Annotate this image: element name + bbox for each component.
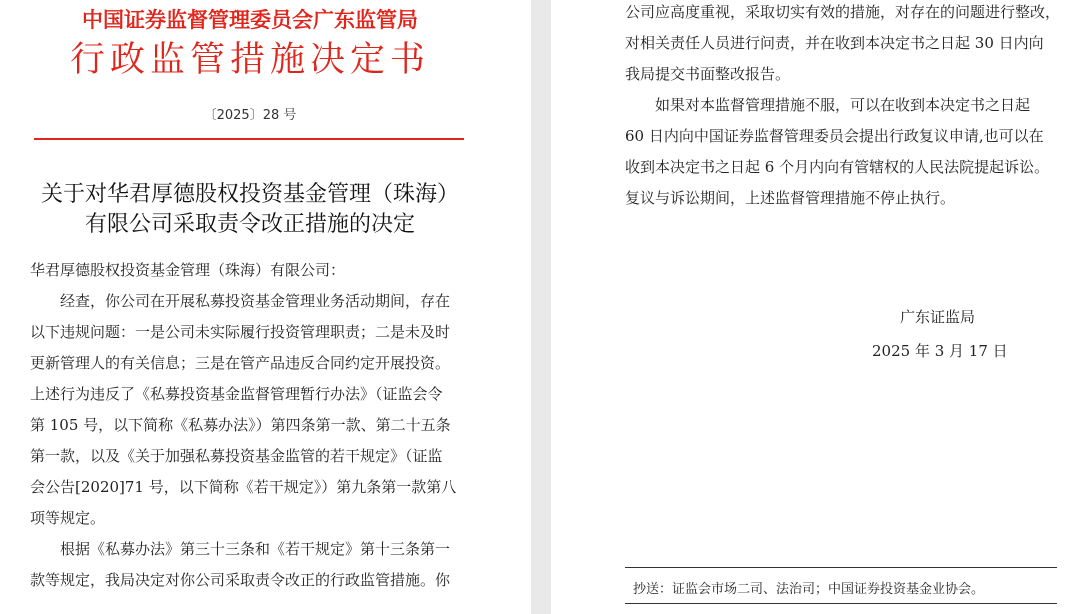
body-line: 更新管理人的有关信息；三是在管产品违反合同约定开展投资。	[30, 354, 451, 372]
body-line: 上述行为违反了《私募投资基金监督管理暂行办法》（证监会令	[30, 385, 443, 403]
body-line: 项等规定。	[30, 509, 106, 527]
left-page	[0, 0, 531, 614]
document-type-heading: 行政监管措施决定书	[69, 40, 430, 80]
body-line: 复议与诉讼期间，上述监督管理措施不停止执行。	[625, 189, 956, 207]
title-line: 有限公司采取责令改正措施的决定	[84, 212, 415, 237]
body-line: 第一款，以及《关于加强私募投资基金监管的若干规定》（证监	[30, 447, 443, 465]
body-line: 如果对本监督管理措施不服，可以在收到本决定书之日起	[655, 96, 1031, 114]
body-line: 经查，你公司在开展私募投资基金管理业务活动期间，存在	[60, 292, 451, 310]
footer-divider-top	[625, 567, 1057, 568]
signature-authority: 广东证监局	[900, 308, 976, 326]
document-number: 〔2025〕28 号	[203, 108, 297, 123]
body-line: 收到本决定书之日起 6 个月内向有管辖权的人民法院提起诉讼。	[625, 158, 1050, 176]
body-line: 以下违规问题：一是公司未实际履行投资管理职责；二是未及时	[30, 323, 451, 341]
body-line: 会公告[2020]71 号，以下简称《若干规定》）第九条第一款第八	[30, 478, 457, 496]
right-page	[551, 0, 1080, 614]
document-title	[0, 180, 500, 240]
footer-divider-bottom	[625, 603, 1057, 604]
issuing-authority: 中国证券监督管理委员会广东监管局	[82, 7, 418, 32]
signature-date: 2025 年 3 月 17 日	[872, 342, 1008, 360]
body-line: 60 日内向中国证券监督管理委员会提出行政复议申请,也可以在	[625, 127, 1044, 145]
cc-recipients: 抄送：证监会市场二司、法治司；中国证券投资基金业协会。	[633, 582, 985, 597]
addressee-line: 华君厚德股权投资基金管理（珠海）有限公司：	[30, 261, 346, 279]
body-line: 根据《私募办法》第三十三条和《若干规定》第十三条第一	[60, 540, 451, 558]
title-line: 关于对华君厚德股权投资基金管理（珠海）	[40, 182, 459, 207]
body-line: 对相关责任人员进行问责，并在收到本决定书之日起 30 日内向	[625, 34, 1044, 52]
body-line: 款等规定，我局决定对你公司采取责令改正的行政监管措施。你	[30, 571, 451, 589]
body-line: 第 105 号，以下简称《私募办法》）第四条第一款、第二十五条	[30, 416, 451, 434]
body-line: 我局提交书面整改报告。	[625, 65, 791, 83]
body-line: 公司应高度重视，采取切实有效的措施，对存在的问题进行整改，	[625, 3, 1061, 21]
red-divider	[34, 138, 464, 140]
